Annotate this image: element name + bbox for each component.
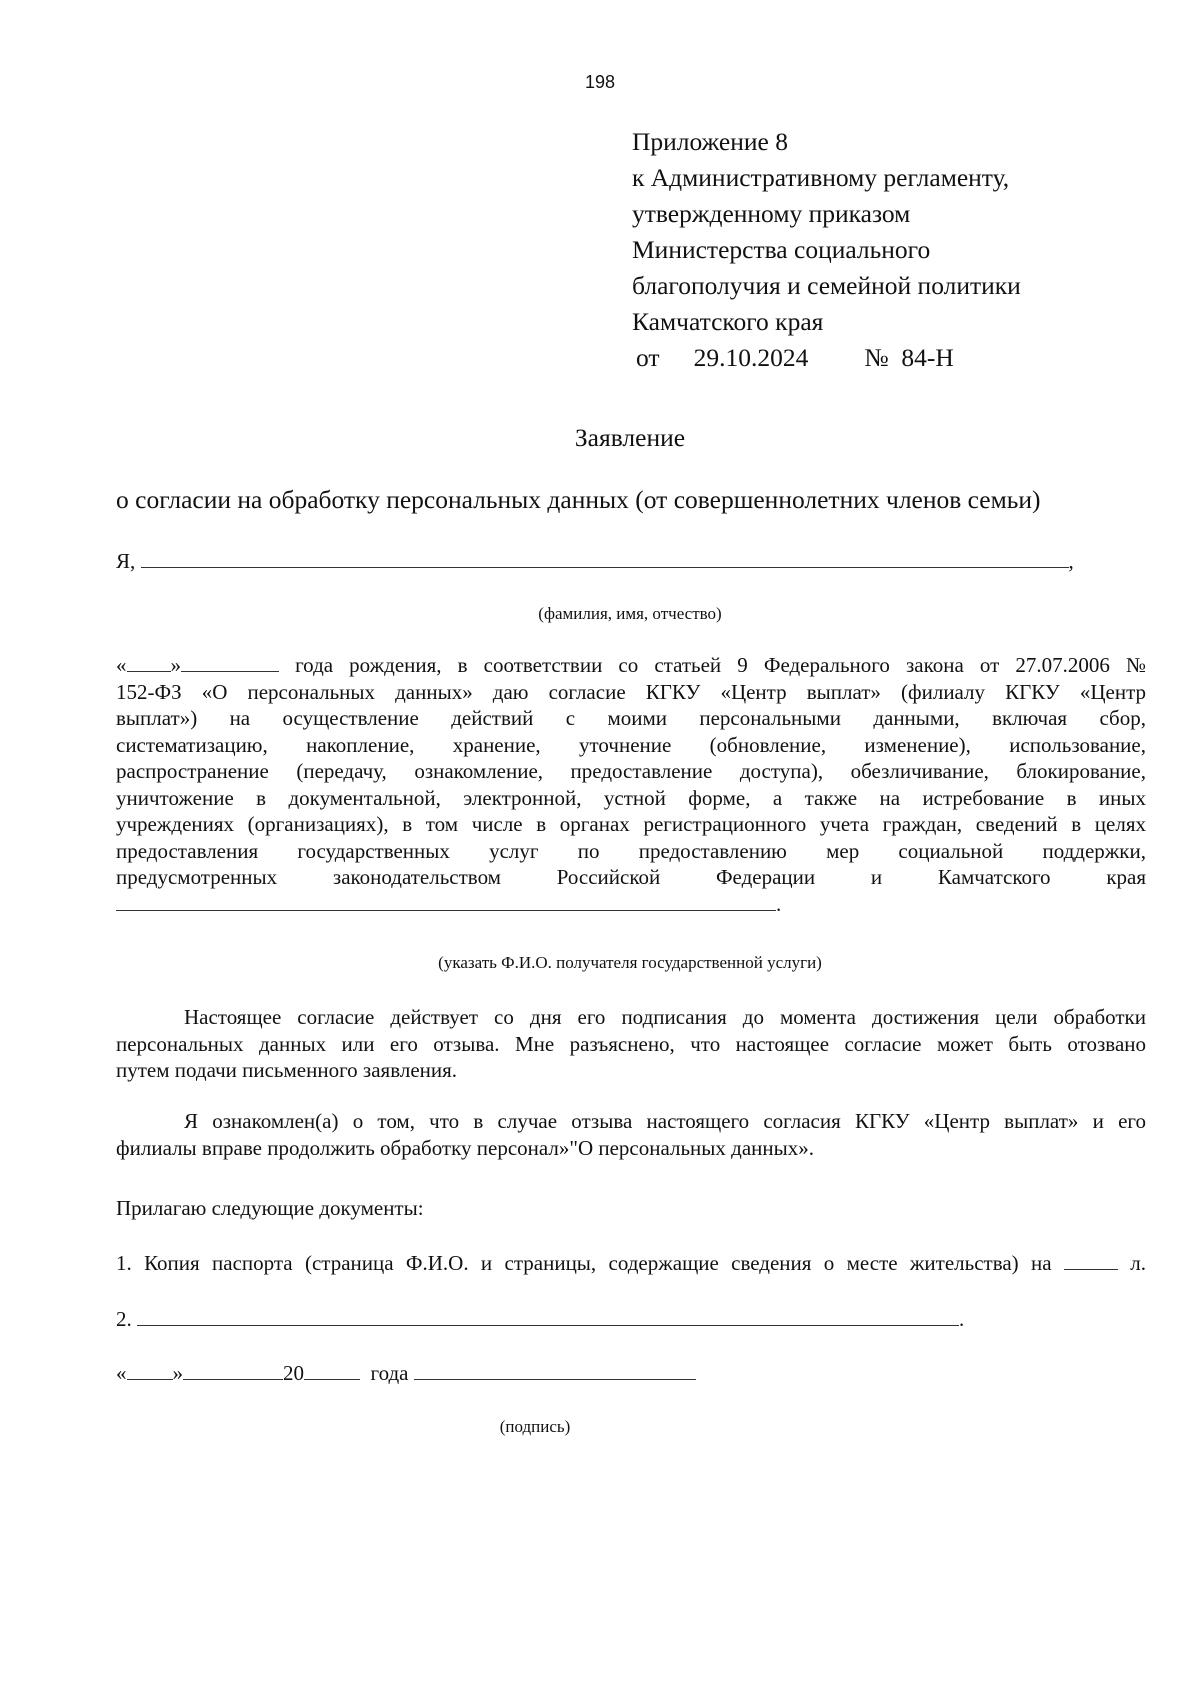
order-date-line bbox=[632, 340, 1021, 376]
validity-line: персональных данных или его отзыва. Мне разъяснено, что настоящее согласие может быть отозвано bbox=[116, 1031, 1146, 1056]
applicant-prefix: Я, bbox=[116, 549, 136, 573]
sign-close-quote: » bbox=[172, 1361, 183, 1385]
order-date: 29.10.2024 bbox=[693, 343, 809, 372]
order-number: 84-Н bbox=[901, 343, 954, 372]
attachments-heading: Прилагаю следующие документы: bbox=[116, 1196, 424, 1220]
birth-close-quote: » bbox=[170, 653, 181, 677]
applicant-caption: (фамилия, имя, отчество) bbox=[538, 604, 722, 623]
consent-line: систематизацию, накопление, хранение, уточнение (обновление, изменение), использование, bbox=[116, 732, 1146, 757]
attachment-item-2 bbox=[116, 1307, 1146, 1332]
signature-field[interactable] bbox=[414, 1361, 696, 1380]
withdrawal-line: филиалы вправе продолжить обработку персонал»"О персональных данных». bbox=[116, 1135, 814, 1160]
attachment-item-1 bbox=[116, 1251, 1146, 1276]
appendix-line: Приложение 8 bbox=[632, 127, 788, 156]
sign-year-suffix: года bbox=[370, 1361, 409, 1385]
sign-month-field[interactable] bbox=[183, 1361, 283, 1380]
consent-line: 152-ФЗ «О персональных данных» даю согласие КГКУ «Центр выплат» (филиалу КГКУ «Центр bbox=[116, 679, 1146, 704]
appendix-line: благополучия и семейной политики bbox=[632, 271, 1021, 300]
appendix-header bbox=[632, 124, 1021, 376]
validity-line: Настоящее согласие действует со дня его подписания до момента достижения цели обработки bbox=[184, 1005, 1146, 1029]
appendix-line: утвержденному приказом bbox=[632, 199, 911, 228]
applicant-suffix: , bbox=[1068, 549, 1074, 573]
appendix-line: к Административному регламенту, bbox=[632, 163, 1010, 192]
sign-year-prefix: 20 bbox=[283, 1361, 304, 1385]
consent-paragraph bbox=[116, 652, 1146, 917]
from-label: от bbox=[636, 343, 660, 372]
pages-unit: л. bbox=[1130, 1251, 1146, 1275]
signature-caption: (подпись) bbox=[499, 1417, 571, 1436]
withdrawal-line: Я ознакомлен(а) о том, что в случае отзыва настоящего согласия КГКУ «Центр выплат» и его bbox=[184, 1109, 1146, 1133]
number-label: № bbox=[864, 343, 889, 372]
consent-line: уничтожение в документальной, электронной, устной форме, а также на истребование в иных bbox=[116, 785, 1146, 810]
attachment-item-2-end: . bbox=[959, 1307, 965, 1331]
birth-month-year-field[interactable] bbox=[181, 653, 279, 672]
signature-line bbox=[116, 1361, 1146, 1386]
page-number: 198 bbox=[584, 72, 616, 92]
recipient-line bbox=[116, 891, 1146, 918]
appendix-line: Министерства социального bbox=[632, 235, 931, 264]
consent-line-text: года рождения, в соответствии со статьей 9 Федерального закона от 27.07.2006 № bbox=[279, 653, 1146, 677]
applicant-line bbox=[116, 549, 1146, 574]
consent-first-line bbox=[116, 652, 1146, 679]
attachment-item-2-field[interactable] bbox=[137, 1307, 959, 1326]
consent-line: выплат») на осуществление действий с моими персональными данными, включая сбор, bbox=[116, 706, 1146, 730]
birth-open-quote: « bbox=[116, 653, 127, 677]
consent-line: распространение (передачу, ознакомление, предоставление доступа), обезличивание, блокирование, bbox=[116, 759, 1146, 783]
applicant-name-field[interactable] bbox=[141, 549, 1069, 568]
document-title: Заявление bbox=[574, 423, 686, 452]
sign-day-field[interactable] bbox=[127, 1361, 173, 1380]
birth-day-field[interactable] bbox=[127, 653, 171, 672]
sign-open-quote: « bbox=[116, 1361, 127, 1385]
passport-pages-field[interactable] bbox=[1064, 1251, 1118, 1270]
withdrawal-paragraph bbox=[116, 1108, 1146, 1161]
recipient-end-mark: . bbox=[776, 891, 782, 916]
recipient-caption: (указать Ф.И.О. получателя государственной услуги) bbox=[438, 953, 822, 972]
document-subtitle: о согласии на обработку персональных данных (от совершеннолетних членов семьи) bbox=[116, 485, 1041, 514]
attachment-item-1-text: 1. Копия паспорта (страница Ф.И.О. и страницы, содержащие сведения о месте жительства) на bbox=[116, 1251, 1052, 1275]
consent-line: учреждениях (организациях), в том числе в органах регистрационного учета граждан, сведений в целях bbox=[116, 812, 1146, 836]
consent-line: предусмотренных законодательством Российской Федерации и Камчатского края bbox=[116, 865, 1146, 889]
consent-line: предоставления государственных услуг по предоставлению мер социальной поддержки, bbox=[116, 838, 1146, 863]
recipient-name-field[interactable] bbox=[116, 892, 776, 911]
validity-paragraph bbox=[116, 1004, 1146, 1084]
sign-year-field[interactable] bbox=[304, 1361, 360, 1380]
attachment-item-2-number: 2. bbox=[116, 1307, 132, 1331]
appendix-line: Камчатского края bbox=[632, 307, 824, 336]
validity-line: путем подачи письменного заявления. bbox=[116, 1058, 458, 1082]
